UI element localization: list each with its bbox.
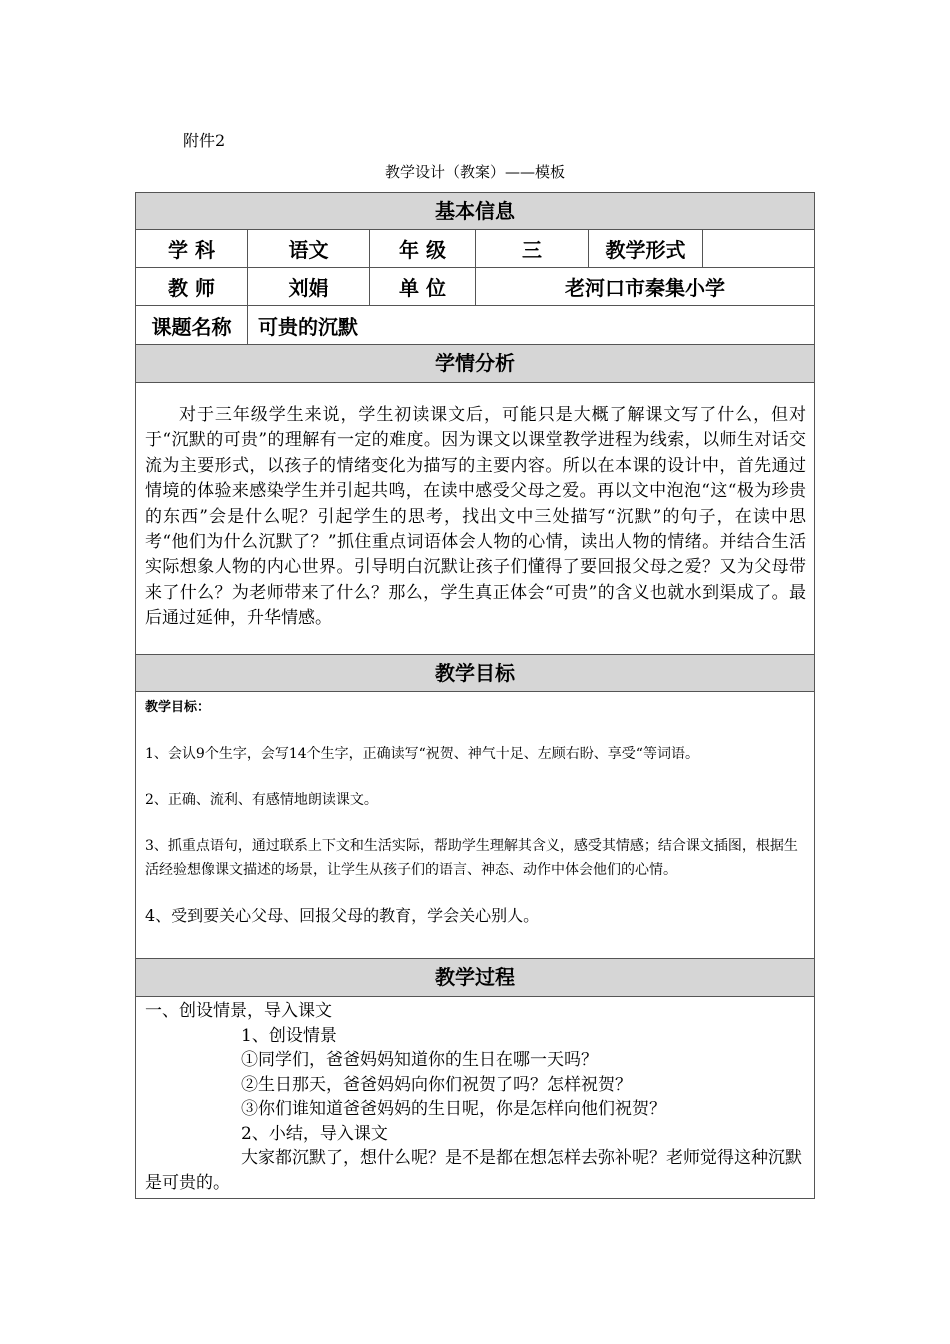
process-question-3: ③你们谁知道爸爸妈妈的生日呢，你是怎样向他们祝贺？ bbox=[241, 1099, 666, 1119]
objectives-list bbox=[136, 692, 814, 958]
topic-label: 课题名称 bbox=[136, 306, 248, 344]
teacher-value: 刘娟 bbox=[248, 268, 370, 305]
objectives-subheading: 教学目标： bbox=[145, 700, 211, 715]
process-heading: 教学过程 bbox=[136, 959, 814, 996]
process-body-row bbox=[136, 997, 814, 1198]
document-title: 教学设计（教案）——模板 bbox=[384, 163, 565, 181]
unit-label: 单 位 bbox=[370, 268, 476, 305]
process-substep-2: 2、小结，导入课文 bbox=[241, 1123, 388, 1144]
basic-info-header-row bbox=[136, 193, 814, 230]
grade-value: 三 bbox=[476, 230, 589, 267]
process-content bbox=[136, 997, 814, 1198]
teaching-form-label: 教学形式 bbox=[589, 230, 703, 267]
attachment-label: 附件2 bbox=[183, 131, 226, 150]
subject-value: 语文 bbox=[248, 230, 370, 267]
process-summary: 大家都沉默了，想什么呢？是不是都在想怎样去弥补呢？老师觉得这种沉默是可贵的。 bbox=[145, 1148, 802, 1193]
teacher-unit-row bbox=[136, 268, 814, 306]
objective-item: 1、会认9个生字，会写14个生字，正确读写“祝贺、神气十足、左顾右盼、享受“等词语。 bbox=[145, 746, 699, 762]
objective-item: 2、正确、流利、有感情地朗读课文。 bbox=[145, 792, 378, 808]
objectives-body-row bbox=[136, 692, 814, 959]
analysis-header-row bbox=[136, 345, 814, 383]
unit-value: 老河口市秦集小学 bbox=[565, 276, 725, 300]
teaching-form-value bbox=[703, 230, 814, 267]
analysis-text: 对于三年级学生来说，学生初读课文后，可能只是大概了解课文写了什么，但对于“沉默的可贵”的理解有一定的难度。因为课文以课堂教学进程为线索，以师生对话交流为主要形式，以孩子的情绪变化为描写的主要内容。所以在本课的设计中，首先通过情境的体验来感染学生并引起共鸣，在读中感受父母之爱。再以文中泡泡“这“极为珍贵的东西”会是什么呢？引起学生的思考，找出文中三处描写“沉默”的句子，在读中思考“他们为什么沉默了？”抓住重点词语体会人物的心情，读出人物的情绪。并结合生活实际想象人物的内心世界。引导明白沉默让孩子们懂得了要回报父母之爱？又为父母带来了什么？为老师带来了什么？那么，学生真正体会“可贵”的含义也就水到渠成了。最后通过延伸，升华情感。 bbox=[145, 405, 806, 629]
analysis-heading: 学情分析 bbox=[136, 345, 814, 382]
basic-info-heading: 基本信息 bbox=[136, 193, 814, 229]
process-question-2: ②生日那天，爸爸妈妈向你们祝贺了吗？怎样祝贺？ bbox=[241, 1074, 632, 1095]
objectives-heading: 教学目标 bbox=[136, 655, 814, 691]
lesson-plan-table bbox=[135, 192, 815, 1199]
process-substep-1: 1、创设情景 bbox=[241, 1025, 337, 1046]
teacher-label: 教 师 bbox=[136, 268, 248, 305]
objective-item: 4、受到要关心父母、回报父母的教育，学会关心别人。 bbox=[145, 906, 540, 925]
subject-grade-row bbox=[136, 230, 814, 268]
objectives-header-row bbox=[136, 655, 814, 692]
process-header-row bbox=[136, 959, 814, 997]
process-question-1: ①同学们，爸爸妈妈知道你的生日在哪一天吗？ bbox=[241, 1050, 598, 1070]
topic-row bbox=[136, 306, 814, 345]
grade-label: 年 级 bbox=[370, 230, 476, 267]
process-step-1: 一、创设情景，导入课文 bbox=[145, 1001, 332, 1021]
analysis-body-row bbox=[136, 383, 814, 655]
subject-label: 学 科 bbox=[136, 230, 248, 267]
objective-item: 3、抓重点语句，通过联系上下文和生活实际，帮助学生理解其含义，感受其情感；结合课文插图，根据生活经验想像课文描述的场景，让学生从孩子们的语言、神态、动作中体会他们的心情。 bbox=[145, 838, 798, 878]
topic-value: 可贵的沉默 bbox=[258, 314, 358, 339]
